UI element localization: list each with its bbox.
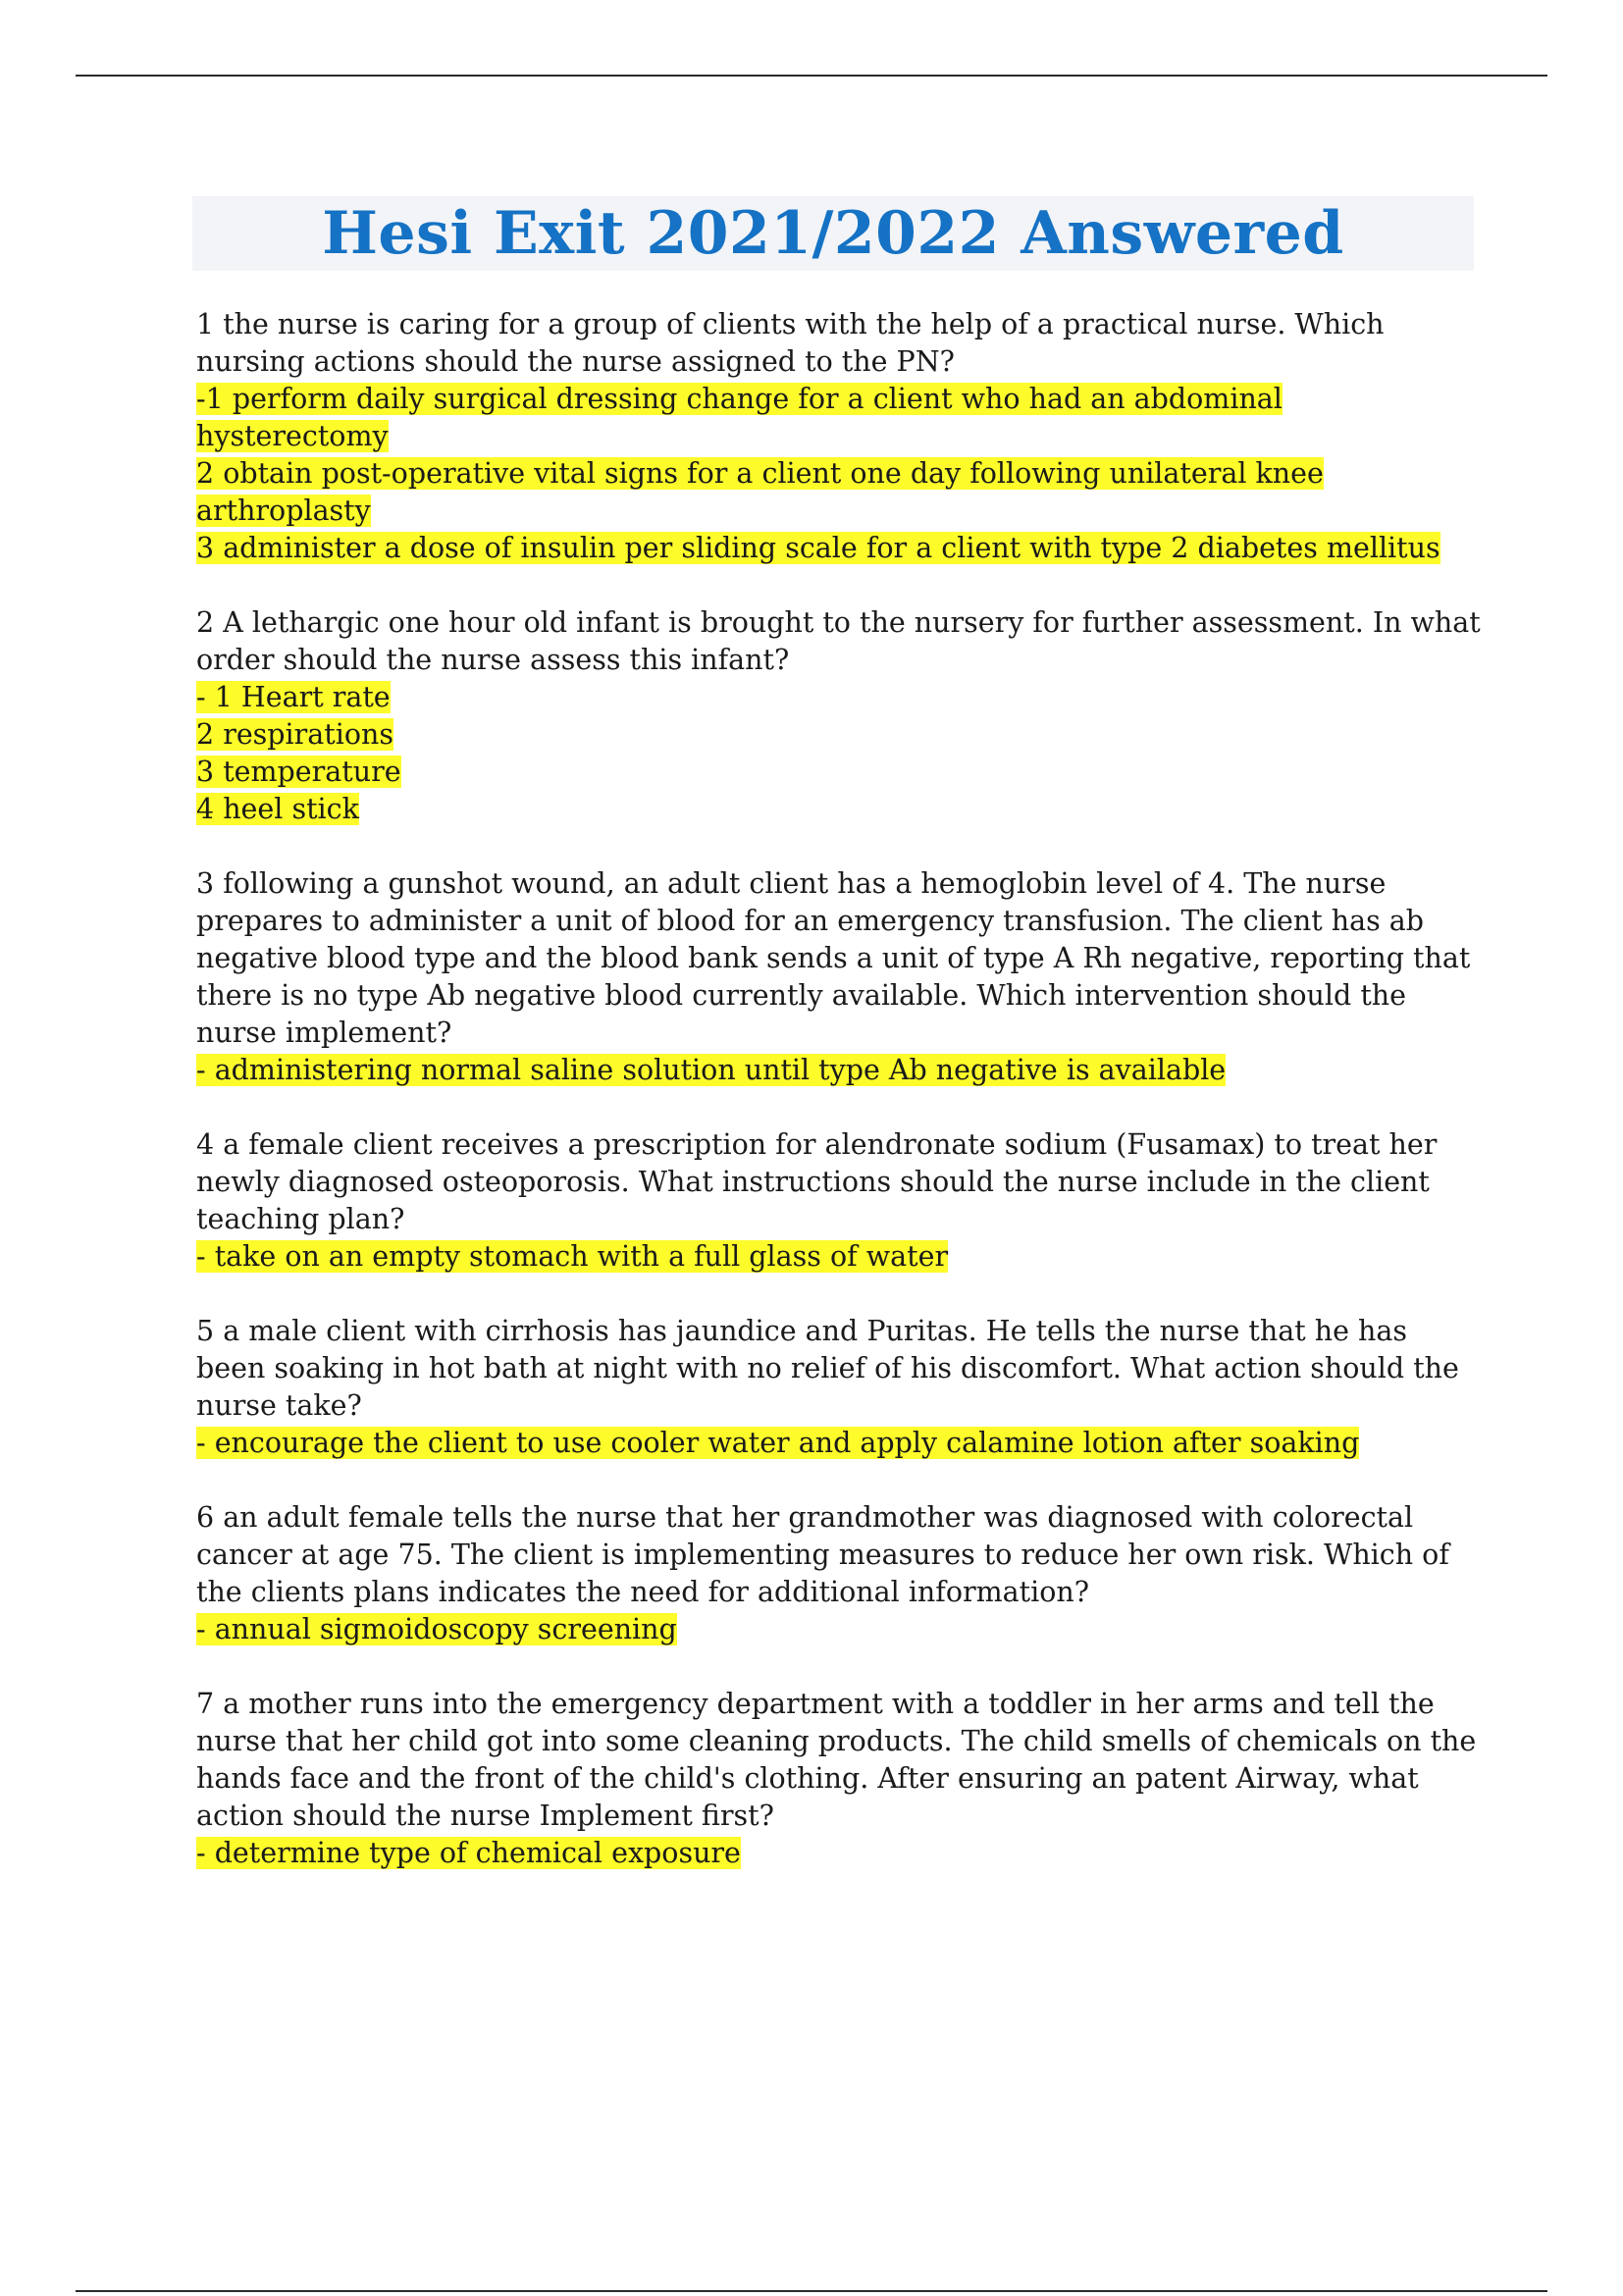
question-text: 1 the nurse is caring for a group of clients with the help of a practical nurse. Which nursing actions should the nurse assigned to the PN?: [196, 308, 1385, 378]
answer-line: [196, 716, 1482, 754]
question-item: [196, 1313, 1482, 1462]
answer-group: [196, 1425, 1482, 1462]
answer-line: [196, 1611, 1482, 1648]
answer-line: [196, 791, 1482, 828]
highlighted-answer: - take on an empty stomach with a full glass of water: [196, 1240, 949, 1273]
question-item: [196, 306, 1482, 567]
highlighted-answer: 4 heel stick: [196, 793, 359, 825]
question-item: [196, 1686, 1482, 1872]
question-text: 3 following a gunshot wound, an adult client has a hemoglobin level of 4. The nurse prepares to administer a unit of blood for an emergency transfusion. The client has ab negative blood type and the blood bank sends a unit of type A Rh negative, reporting that there is no type Ab negative blood currently available. Which intervention should the nurse implement?: [196, 867, 1471, 1049]
answer-line: [196, 1238, 1482, 1276]
question-text: 2 A lethargic one hour old infant is brought to the nursery for further assessment. In what order should the nurse assess this infant?: [196, 606, 1481, 676]
answer-group: [196, 1238, 1482, 1276]
question-list: [196, 306, 1482, 1909]
document-title: Hesi Exit 2021/2022 Answered: [322, 199, 1344, 268]
answer-group: [196, 1835, 1482, 1872]
highlighted-answer: - encourage the client to use cooler water and apply calamine lotion after soaking: [196, 1427, 1360, 1459]
highlighted-answer: 2 respirations: [196, 718, 393, 751]
answer-group: [196, 679, 1482, 828]
answer-line: [196, 381, 1482, 455]
highlighted-answer: - 1 Heart rate: [196, 681, 391, 713]
question-item: [196, 865, 1482, 1089]
answer-group: [196, 1052, 1482, 1089]
answer-line: [196, 679, 1482, 716]
question-text: 5 a male client with cirrhosis has jaundice and Puritas. He tells the nurse that he has been soaking in hot bath at night with no relief of his discomfort. What action should the nurse take?: [196, 1315, 1459, 1422]
answer-line: [196, 754, 1482, 791]
question-item: [196, 1126, 1482, 1276]
highlighted-answer: 3 temperature: [196, 756, 401, 788]
header-rule: [76, 75, 1547, 77]
question-item: [196, 604, 1482, 828]
answer-line: [196, 530, 1482, 567]
answer-line: [196, 455, 1482, 530]
footer-rule: [76, 2290, 1547, 2292]
answer-group: [196, 1611, 1482, 1648]
highlighted-answer: - annual sigmoidoscopy screening: [196, 1613, 677, 1645]
highlighted-answer: -1 perform daily surgical dressing change for a client who had an abdominal hysterectomy: [196, 383, 1283, 452]
highlighted-answer: - administering normal saline solution until type Ab negative is available: [196, 1054, 1227, 1086]
question-item: [196, 1499, 1482, 1648]
highlighted-answer: 2 obtain post-operative vital signs for a client one day following unilateral knee arthroplasty: [196, 457, 1324, 527]
answer-line: [196, 1425, 1482, 1462]
answer-group: [196, 381, 1482, 567]
answer-line: [196, 1835, 1482, 1872]
highlighted-answer: 3 administer a dose of insulin per sliding scale for a client with type 2 diabetes mellitus: [196, 532, 1440, 564]
question-text: 7 a mother runs into the emergency department with a toddler in her arms and tell the nurse that her child got into some cleaning products. The child smells of chemicals on the hands face and the front of the child's clothing. After ensuring an patent Airway, what action should the nurse Implement first?: [196, 1688, 1477, 1832]
highlighted-answer: - determine type of chemical exposure: [196, 1837, 741, 1869]
question-text: 6 an adult female tells the nurse that her grandmother was diagnosed with colorectal cancer at age 75. The client is implementing measures to reduce her own risk. Which of the clients plans indicates the need for additional information?: [196, 1501, 1449, 1608]
answer-line: [196, 1052, 1482, 1089]
question-text: 4 a female client receives a prescription for alendronate sodium (Fusamax) to treat her newly diagnosed osteoporosis. What instructions should the nurse include in the client teaching plan?: [196, 1128, 1438, 1235]
title-band: [192, 196, 1474, 271]
